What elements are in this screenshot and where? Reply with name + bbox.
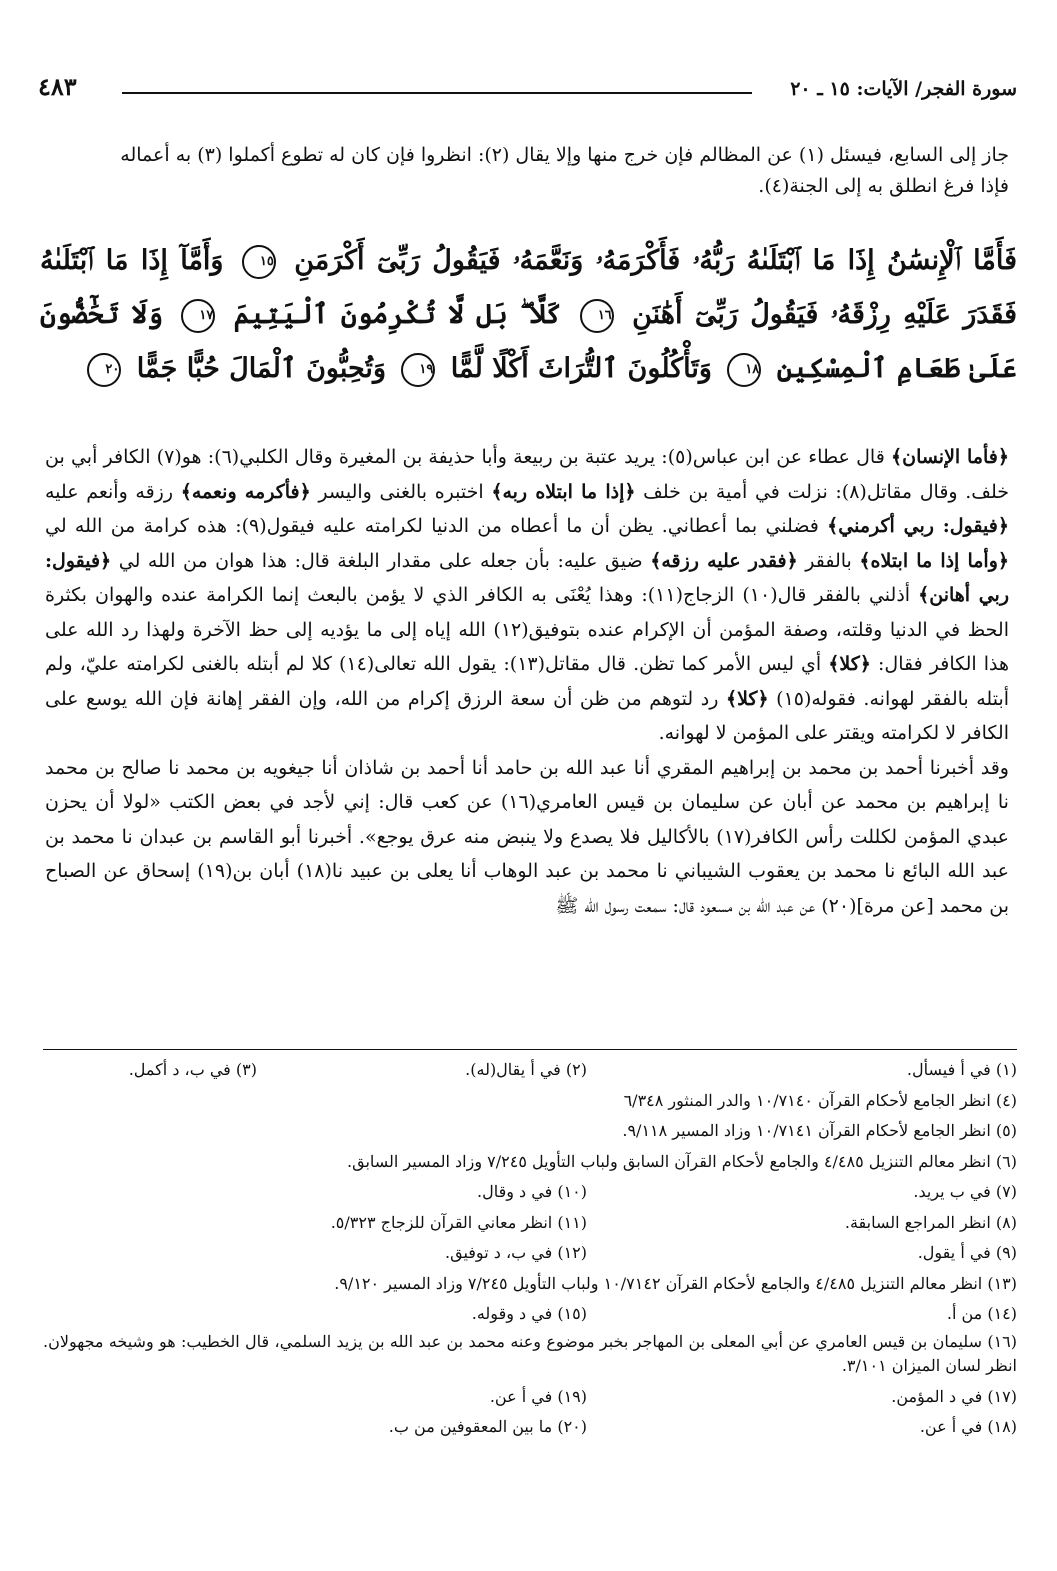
footnote-row — [43, 1299, 1017, 1330]
footnote-1: (١) في أ فيسأل. — [906, 1060, 1017, 1079]
footnote-separator — [43, 1049, 1017, 1050]
footnote-20: (٢٠) ما بين المعقوفين من ب. — [388, 1417, 587, 1436]
footnote-8: (٨) انظر المراجع السابقة. — [844, 1212, 1017, 1232]
commentary-text: فضلني بما أعطاني. يظن أن ما أعطاه من الدنيا لكرامته عليه فيقول(٩): هذه كرامة من الله لي — [45, 515, 828, 537]
commentary-text: بالفقر — [797, 549, 860, 572]
footnotes — [43, 1055, 1017, 1443]
quran-verses — [40, 234, 1017, 396]
commentary-body — [45, 440, 1009, 923]
footnote-7: (٧) في ب يريد. — [913, 1182, 1017, 1201]
verse-text-15: فَأَمَّا ٱلْإِنسَٰنُ إِذَا مَا ٱبْتَلَىٰهُ رَبُّهُۥ فَأَكْرَمَهُۥ وَنَعَّمَهُۥ فَيَقُولُ رَبِّىٓ أَكْرَمَنِ — [294, 245, 1017, 276]
commentary-text: رد لتوهم من ظن أن سعة الرزق إكرام من الله، وإن الفقر إهانة فإن الله يوسع على الكافر لا لكرامته ويقتر على المؤمن لا لهوانه. — [45, 687, 1009, 744]
intro-line-1: جاز إلى السابع، فيسئل (١) عن المظالم فإن خرج منها وإلا يقال (٢): انظروا فإن كان له تطوع أكملوا (٣) به أعماله — [120, 144, 1009, 166]
footnote-5: (٥) انظر الجامع لأحكام القرآن ١٠/٧١٤١ وزاد المسير ٩/١١٨. — [622, 1121, 1017, 1140]
verse-text-16: وَأَمَّآ إِذَا مَا ٱبْتَلَىٰهُ فَقَدَرَ عَلَيْهِ رِزْقَهُۥ فَيَقُولُ رَبِّىٓ أَهَٰنَنِ — [40, 245, 1018, 330]
quoted-verse: ﴿فأما الإنسان﴾ — [890, 446, 1009, 468]
footnote-row — [43, 1086, 1017, 1117]
intro-line-2: فإذا فرغ انطلق به إلى الجنة(٤). — [758, 175, 1009, 197]
commentary-text: قال عطاء عن ابن عباس(٥): يريد عتبة بن ربيعة وأبا حذيفة بن المغيرة وقال الكلبي(٦): هو(٧) الكافر أبي بن خلف. وقال مقاتل(٨): نزلت في أمية بن خلف — [45, 446, 1009, 503]
ayah-marker-15: ١٥ — [242, 245, 276, 279]
footnote-19: (١٩) في أ عن. — [489, 1386, 587, 1406]
commentary-text: اختبره بالغنى واليسر — [310, 480, 492, 503]
page-number: ٤٨٣ — [38, 72, 77, 101]
ayah-marker-17: ١٧ — [181, 299, 215, 333]
commentary-paragraph-2: وقد أخبرنا أحمد بن محمد بن إبراهيم المقري أنا عبد الله بن حامد أنا أحمد بن شاذان أنا جيغويه بن محمد نا صالح بن محمد نا إبراهيم بن محمد عن أبان عن سليمان بن قيس العامري(١٦) عن كعب قال: إني لأجد في بعض الكتب «لولا أن يحزن عبدي المؤمن لكللت رأس الكافر(١٧) بالأكاليل فلا يصدع ولا ينبض منه عرق يوجع». أخبرنا أبو القاسم بن عبدان نا محمد بن عبد الله البائع نا محمد بن يعقوب الشيباني نا محمد بن عبد الوهاب أنا يعلى بن عبيد نا(١٨) أبان بن(١٩) إسحاق عن الصباح بن محمد [عن مرة](٢٠) عن عبد الله بن مسعود قال: سمعت رسول الله ﷺ — [45, 756, 1009, 917]
ayah-marker-20: ٢٠ — [87, 353, 121, 387]
quoted-verse: ﴿فقدر عليه رزقه﴾ — [650, 549, 798, 572]
footnote-14: (١٤) من أ. — [946, 1304, 1017, 1323]
footnote-row — [43, 1177, 1017, 1208]
footnote-16: (١٦) سليمان بن قيس العامري عن أبي المعلى بن المهاجر بخبر موضوع وعنه محمد بن عبد الله بن يزيد السلمي، قال الخطيب: هو وشيخه مجهولان. انظر لسان الميزان ٣/١٠١. — [43, 1331, 1017, 1375]
footnote-row — [43, 1238, 1017, 1269]
footnote-18: (١٨) في أ عن. — [919, 1417, 1017, 1436]
verse-text-17: كَلَّا ۖ بَل لَّا تُكْرِمُونَ ٱلْيَتِيمَ — [233, 299, 562, 330]
verse-text-19: وَتَأْكُلُونَ ٱلتُّرَاثَ أَكْلًا لَّمًّا — [450, 353, 712, 384]
footnote-row — [43, 1116, 1017, 1147]
footnote-9: (٩) في أ يقول. — [917, 1243, 1017, 1262]
quoted-verse: ﴿فأكرمه ونعمه﴾ — [180, 480, 311, 503]
ayah-marker-18: ١٨ — [727, 353, 761, 387]
footnote-10: (١٠) في د وقال. — [476, 1182, 587, 1201]
verse-text-20: وَتُحِبُّونَ ٱلْمَالَ حُبًّا جَمًّا — [136, 353, 386, 384]
quoted-verse: ﴿كلا﴾ — [725, 687, 769, 710]
footnote-row — [43, 1412, 1017, 1443]
footnote-11: (١١) انظر معاني القرآن للزجاج ٥/٣٢٣. — [330, 1212, 587, 1232]
commentary-paragraph-1 — [45, 440, 1009, 751]
quoted-verse: ﴿إذا ما ابتلاه ربه﴾ — [491, 480, 636, 503]
footnote-13: (١٣) انظر معالم التنزيل ٤/٤٨٥ والجامع لأحكام القرآن ١٠/٧١٤٢ ولباب التأويل ٧/٢٤٥ وزاد المسير ٩/١٢٠. — [334, 1273, 1017, 1293]
verse-text-18: وَلَا تَحَٰٓضُّونَ عَلَىٰ طَعَامِ ٱلْمِسْكِينِ — [40, 299, 1017, 384]
footnote-15: (١٥) في د وقوله. — [471, 1304, 587, 1323]
footnote-row — [43, 1330, 1017, 1382]
intro-paragraph — [45, 140, 1009, 202]
footnote-17: (١٧) في د المؤمن. — [891, 1386, 1017, 1406]
ayah-marker-19: ١٩ — [401, 353, 435, 387]
page-header — [38, 70, 1017, 110]
footnote-3: (٣) في ب، د أكمل. — [128, 1060, 257, 1079]
surah-title: سورة الفجر/ الآيات: ١٥ ـ ٢٠ — [790, 78, 1017, 100]
footnote-row — [43, 1208, 1017, 1239]
footnote-row — [43, 1269, 1017, 1300]
footnote-4: (٤) انظر الجامع لأحكام القرآن ١٠/٧١٤٠ والدر المنثور ٦/٣٤٨ — [623, 1090, 1017, 1110]
quoted-verse: ﴿كلا﴾ — [828, 653, 871, 675]
commentary-text: ضيق عليه: بأن جعله على مقدار البلغة قال: هذا هوان من الله لي — [111, 549, 651, 572]
commentary-text: أذلني بالفقر قال(١٠) الزجاج(١١): وهذا يُعْنَى به الكافر الذي لا يؤمن بالبعث إنما الكرامة عنده والهوان بكثرة الحظ في الدنيا وقلته، وصفة المؤمن أن الإكرام عنده بتوفيق(١٢) الله إياه إلى ما يؤديه إلى حظ الآخرة ولهذا رد الله على هذا الكافر فقال: — [45, 584, 1010, 675]
footnote-2: (٢) في أ يقال(له). — [465, 1060, 587, 1079]
quoted-verse: ﴿وأما إذا ما ابتلاه﴾ — [859, 549, 1010, 572]
quoted-verse: ﴿فيقول: ربي أكرمني﴾ — [827, 515, 1009, 537]
footnote-row — [43, 1147, 1017, 1178]
quoted-verse: ﴿فيقول: ربي أهانن﴾ — [45, 549, 1009, 606]
footnote-12: (١٢) في ب، د توفيق. — [445, 1243, 587, 1262]
footnote-row — [43, 1382, 1017, 1413]
commentary-text: أي ليس الأمر كما تظن. قال مقاتل(١٣): يقول الله تعالى(١٤) كلا لم أبتله بالغنى لكرامته عليّ، ولم أبتله بالفقر لهوانه. فقوله(١٥) — [45, 653, 1010, 710]
header-rule — [122, 92, 752, 94]
ayah-marker-16: ١٦ — [580, 299, 614, 333]
commentary-text: رزقه وأنعم عليه — [45, 480, 181, 503]
footnote-6: (٦) انظر معالم التنزيل ٤/٤٨٥ والجامع لأحكام القرآن السابق ولباب التأويل ٧/٢٤٥ وزاد المسير السابق. — [347, 1151, 1017, 1171]
footnote-row — [43, 1055, 1017, 1086]
